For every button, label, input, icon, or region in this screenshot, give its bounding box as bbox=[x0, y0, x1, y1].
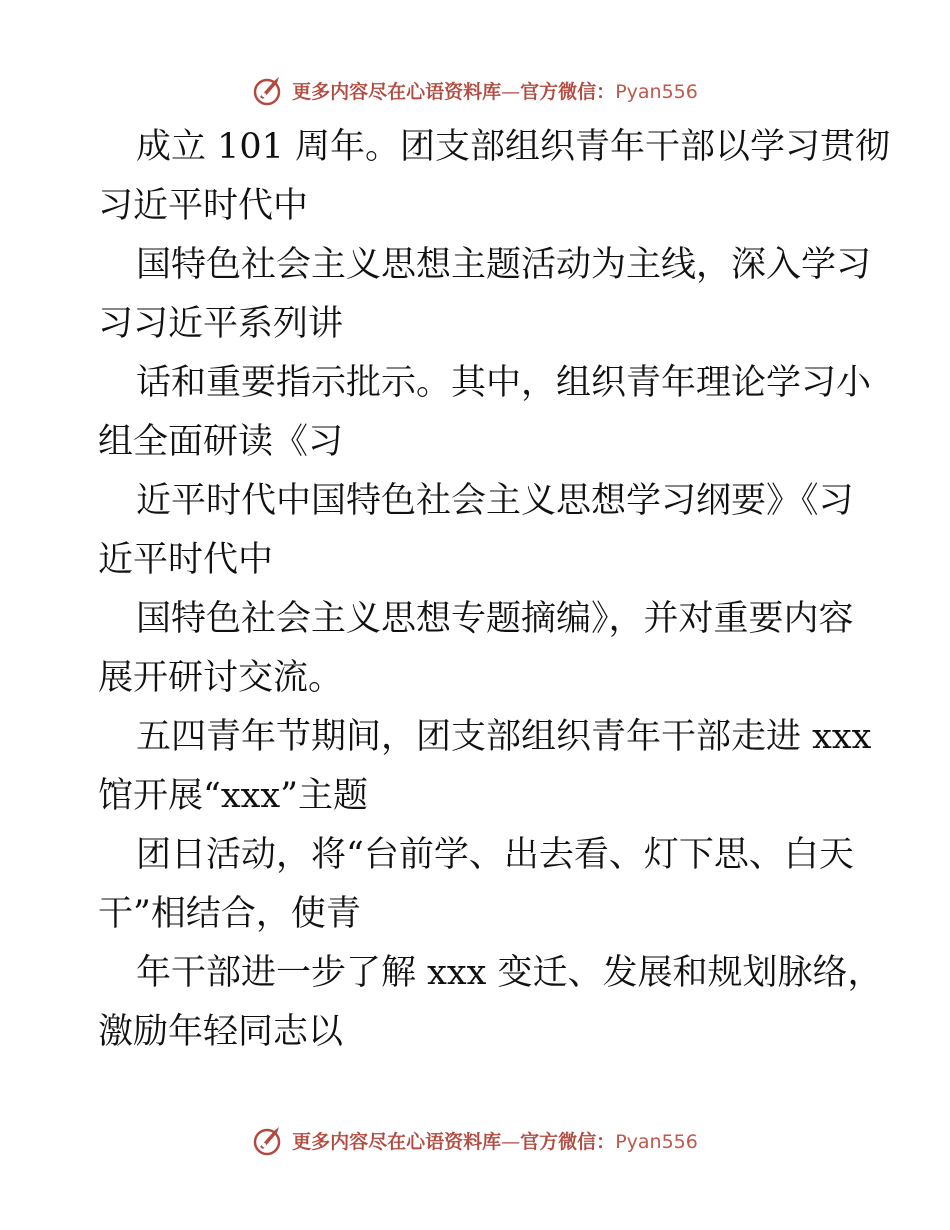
paragraph-7 bbox=[98, 826, 858, 944]
header-dash: — bbox=[501, 80, 521, 103]
footer-banner bbox=[0, 1120, 950, 1160]
line-continued: 展开研讨交流。 bbox=[98, 658, 344, 698]
header-site-text: 更多内容尽在心语资料库 bbox=[292, 80, 502, 103]
line-first: 五四青年节期间，团支部组织青年干部走进 xxx bbox=[136, 717, 872, 757]
footer-site-text: 更多内容尽在心语资料库 bbox=[292, 1130, 502, 1153]
footer-wechat-label: 官方微信： bbox=[520, 1130, 616, 1153]
header-wechat-id: Pyan556 bbox=[615, 80, 698, 103]
line-first: 团日活动，将“台前学、出去看、灯下思、白天 bbox=[136, 835, 854, 875]
pen-logo-icon bbox=[252, 1123, 286, 1157]
paragraph-6 bbox=[98, 708, 872, 826]
paragraph-2 bbox=[98, 236, 872, 354]
paragraph-8 bbox=[98, 944, 883, 1062]
footer-dash: — bbox=[501, 1130, 521, 1153]
line-continued: 近平时代中 bbox=[98, 540, 274, 580]
line-first: 年干部进一步了解 xxx 变迁、发展和规划脉络， bbox=[136, 953, 883, 993]
line-first: 成立 101 周年。团支部组织青年干部以学习贯彻 bbox=[136, 127, 891, 167]
line-continued: 干”相结合，使青 bbox=[98, 894, 361, 934]
line-continued: 习近平时代中 bbox=[98, 186, 309, 226]
line-continued: 组全面研读《习 bbox=[98, 422, 344, 462]
document-body bbox=[98, 118, 891, 1062]
pen-logo-icon bbox=[252, 73, 286, 107]
line-first: 近平时代中国特色社会主义思想学习纲要》《习 bbox=[136, 481, 854, 521]
line-continued: 馆开展“xxx”主题 bbox=[98, 776, 369, 816]
paragraph-3 bbox=[98, 354, 872, 472]
footer-wechat-id: Pyan556 bbox=[615, 1130, 698, 1153]
footer-banner-text bbox=[292, 1127, 698, 1154]
line-first: 国特色社会主义思想专题摘编》，并对重要内容 bbox=[136, 599, 854, 639]
header-banner-text bbox=[292, 77, 698, 104]
line-first: 话和重要指示批示。其中，组织青年理论学习小 bbox=[136, 363, 872, 403]
paragraph-4 bbox=[98, 472, 858, 590]
line-first: 国特色社会主义思想主题活动为主线，深入学习 bbox=[136, 245, 872, 285]
header-banner bbox=[0, 70, 950, 110]
line-continued: 激励年轻同志以 bbox=[98, 1012, 344, 1052]
paragraph-1 bbox=[98, 118, 891, 236]
paragraph-5 bbox=[98, 590, 858, 708]
header-wechat-label: 官方微信： bbox=[520, 80, 616, 103]
line-continued: 习习近平系列讲 bbox=[98, 304, 344, 344]
